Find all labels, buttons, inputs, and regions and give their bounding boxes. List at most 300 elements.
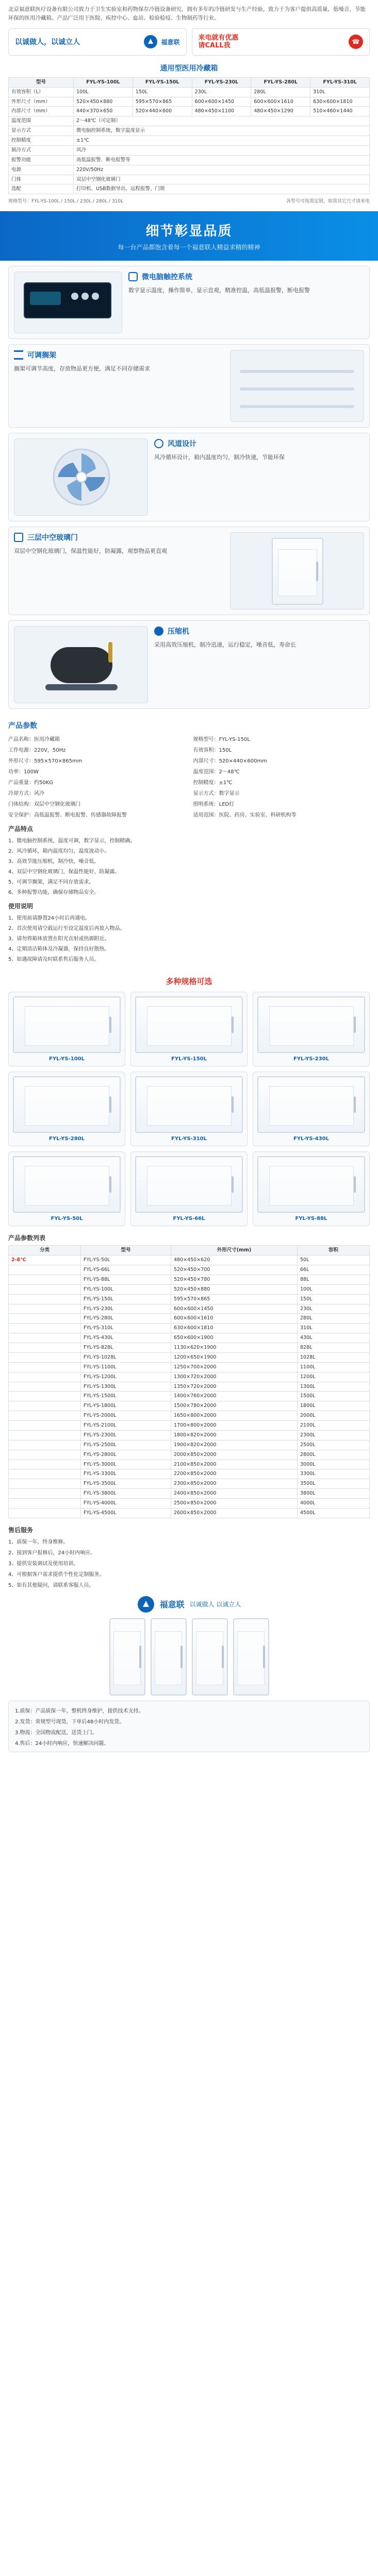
spec-row xyxy=(9,107,370,116)
catalog-model: FYL-YS-430L xyxy=(81,1333,171,1343)
catalog-cat xyxy=(9,1489,81,1499)
usage-line: 1、使用前请静置24小时后再通电。 xyxy=(8,916,91,922)
display-button xyxy=(71,293,78,300)
model-image xyxy=(257,1076,365,1133)
catalog-row xyxy=(9,1450,370,1460)
door-handle xyxy=(354,1176,356,1193)
glass-pane xyxy=(237,1631,265,1685)
spec-table-head-row xyxy=(9,77,370,87)
catalog-model: FYL-YS-3300L xyxy=(81,1469,171,1479)
spec-cell: 150L xyxy=(133,87,192,97)
catalog-size: 1400×760×2000 xyxy=(171,1392,298,1401)
feature-title: 三层中空玻璃门 xyxy=(27,534,78,543)
catalog-size: 1300×720×2000 xyxy=(171,1372,298,1382)
catalog-cat xyxy=(9,1460,81,1469)
model-fridge xyxy=(135,1076,243,1133)
param-line: 控制精度：±1℃ xyxy=(193,780,233,786)
display-buttons xyxy=(71,293,99,300)
models-title: 多种规格可选 xyxy=(166,977,212,987)
catalog-size: 1130×620×1900 xyxy=(171,1343,298,1353)
params-usage-title: 使用说明 xyxy=(8,903,34,910)
catalog-row xyxy=(9,1469,370,1479)
feature-title-row xyxy=(154,438,364,449)
spec-col-0: 型号 xyxy=(9,77,74,87)
model-fridge xyxy=(135,996,243,1053)
model-fridge xyxy=(13,1076,121,1133)
param-line: 产品名称：医用冷藏箱 xyxy=(8,737,60,743)
door-handle xyxy=(180,1646,183,1668)
footer-line: 2.发货：常规型号现货，下单后48小时内发货。 xyxy=(15,1719,125,1725)
catalog-model: FYL-YS-3800L xyxy=(81,1489,171,1499)
model-label: FYL-YS-430L xyxy=(293,1136,329,1142)
catalog-row xyxy=(9,1460,370,1469)
catalog-size: 480×450×620 xyxy=(171,1256,298,1265)
highlight-line: 2、风冷循环，箱内温度均匀，温度波动小。 xyxy=(8,849,110,855)
service-brand-row xyxy=(8,1596,370,1613)
catalog-model: FYL-YS-1300L xyxy=(81,1382,171,1392)
catalog-row xyxy=(9,1392,370,1401)
catalog-row xyxy=(9,1499,370,1509)
catalog-vol: 3000L xyxy=(298,1460,370,1469)
catalog-cat xyxy=(9,1440,81,1450)
feature-image xyxy=(14,438,148,516)
footer-section xyxy=(0,1701,378,1759)
catalog-vol: 2500L xyxy=(298,1440,370,1450)
fan-icon xyxy=(51,446,112,508)
footer-box xyxy=(8,1701,370,1752)
catalog-size: 1350×720×2000 xyxy=(171,1382,298,1392)
model-card xyxy=(8,992,125,1066)
catalog-cat xyxy=(9,1294,81,1304)
feature-image xyxy=(14,626,148,703)
spec-row xyxy=(9,126,370,136)
feature-desc: 双层中空钢化玻璃门，保温性能好，防凝露，观察物品更直观 xyxy=(14,548,167,555)
feature-title: 压缩机 xyxy=(168,628,189,636)
catalog-row xyxy=(9,1479,370,1489)
compressor-base xyxy=(45,684,118,690)
catalog-row xyxy=(9,1362,370,1372)
catalog-row xyxy=(9,1352,370,1362)
catalog-size: 600×600×1610 xyxy=(171,1314,298,1324)
footer-line: 4.售后：24小时内响应，快速解决问题。 xyxy=(15,1740,109,1747)
catalog-size: 1800×820×2000 xyxy=(171,1430,298,1440)
service-fridge xyxy=(233,1618,269,1696)
service-section xyxy=(0,1518,378,1701)
service-item: 3、提供安装调试及使用培训。 xyxy=(8,1561,79,1567)
param-line: 功率：100W xyxy=(8,769,39,775)
glass-pane xyxy=(269,1006,354,1045)
features-section xyxy=(0,261,378,714)
glass-pane xyxy=(155,1631,182,1685)
model-image xyxy=(13,996,121,1053)
catalog-cat xyxy=(9,1333,81,1343)
catalog-row xyxy=(9,1430,370,1440)
door-icon xyxy=(14,533,23,542)
spec-cell: 600×600×1450 xyxy=(192,97,251,107)
spec-cell: 520×440×600 xyxy=(133,107,192,116)
catalog-model: FYL-YS-310L xyxy=(81,1324,171,1333)
door-handle xyxy=(354,1016,356,1033)
door-handle xyxy=(109,1176,111,1193)
catalog-col: 外形尺寸(mm) xyxy=(171,1246,298,1256)
model-image xyxy=(135,1156,243,1213)
compressor-icon xyxy=(154,626,163,636)
param-line: 工作电源：220V，50Hz xyxy=(8,748,66,754)
catalog-size: 595×570×865 xyxy=(171,1294,298,1304)
spec-cell: 520×450×880 xyxy=(74,97,133,107)
model-image xyxy=(13,1076,121,1133)
catalog-cat xyxy=(9,1382,81,1392)
catalog-model: FYL-YS-150L xyxy=(81,1294,171,1304)
param-line: 安全保护：高低温报警、断电报警、传感器故障报警 xyxy=(8,812,127,819)
model-label: FYL-YS-310L xyxy=(171,1136,207,1142)
catalog-model: FYL-YS-3000L xyxy=(81,1460,171,1469)
highlight-line: 3、高效节能压缩机，制冷快，噪音低。 xyxy=(8,859,100,865)
catalog-col: 型号 xyxy=(81,1246,171,1256)
catalog-cat xyxy=(9,1499,81,1509)
spec-row-label: 门体 xyxy=(9,175,74,184)
fan-small-icon xyxy=(154,439,163,448)
spec-row-label: 电源 xyxy=(9,165,74,175)
catalog-size: 520×450×780 xyxy=(171,1275,298,1284)
spec-cell: 打印机、USB数据导出、远程报警、门锁 xyxy=(74,184,370,194)
feature-title-row xyxy=(14,350,224,360)
catalog-vol: 66L xyxy=(298,1265,370,1275)
catalog-row xyxy=(9,1294,370,1304)
catalog-cat xyxy=(9,1275,81,1284)
model-image xyxy=(257,1156,365,1213)
spec-cell: 220V/50Hz xyxy=(74,165,370,175)
spec-row-label: 制冷方式 xyxy=(9,145,74,155)
service-item: 2、接到客户报修后，24小时内响应。 xyxy=(8,1550,96,1556)
model-image xyxy=(13,1156,121,1213)
logo-text: 福意联 xyxy=(161,38,180,46)
catalog-model: FYL-YS-4500L xyxy=(81,1508,171,1518)
display-button xyxy=(92,293,99,300)
spec-cell: 630×600×1810 xyxy=(310,97,370,107)
service-fridge xyxy=(151,1618,187,1696)
spec-cell: 高低温报警、断电报警等 xyxy=(74,155,370,165)
catalog-vol: 2000L xyxy=(298,1411,370,1421)
catalog-model: FYL-YS-2800L xyxy=(81,1450,171,1460)
catalog-vol: 50L xyxy=(298,1256,370,1265)
hero-title: 细节彰显品质 xyxy=(145,224,233,240)
glass-pane xyxy=(269,1166,354,1205)
spec-row-label: 选配 xyxy=(9,184,74,194)
service-fridge xyxy=(192,1618,228,1696)
banner-left-text: 以诚做人，以诚立人 xyxy=(15,38,80,47)
model-image xyxy=(257,996,365,1053)
feature-image xyxy=(230,532,364,609)
spec-cell: 风冷 xyxy=(74,145,370,155)
compressor-body xyxy=(51,647,112,683)
model-card xyxy=(8,1151,125,1226)
model-label: FYL-YS-150L xyxy=(171,1056,207,1062)
catalog-model: FYL-YS-88L xyxy=(81,1275,171,1284)
catalog-cat xyxy=(9,1343,81,1353)
glass-pane xyxy=(147,1166,232,1205)
door-handle xyxy=(232,1176,234,1193)
feature-block xyxy=(8,620,370,709)
catalog-cat xyxy=(9,1469,81,1479)
spec-row-label: 内部尺寸（mm） xyxy=(9,107,74,116)
spec-col-4: FYL-YS-280L xyxy=(251,77,310,87)
catalog-row xyxy=(9,1508,370,1518)
model-image xyxy=(135,996,243,1053)
door-handle xyxy=(316,562,318,581)
model-fridge xyxy=(257,1156,365,1213)
door-handle xyxy=(232,1016,234,1033)
catalog-head xyxy=(9,1246,370,1256)
params-usage xyxy=(8,913,370,962)
feature-image xyxy=(230,350,364,422)
params-section xyxy=(0,714,378,968)
model-card xyxy=(253,1151,370,1226)
params-title: 产品参数 xyxy=(8,722,37,731)
glass-pane xyxy=(147,1086,232,1125)
spec-row xyxy=(9,175,370,184)
spec-table-head xyxy=(9,77,370,87)
highlight-line: 6、多种报警功能，确保存储物品安全。 xyxy=(8,890,100,896)
feature-desc: 风冷循环设计，箱内温度均匀，制冷快速，节能环保 xyxy=(154,454,285,461)
feature-text xyxy=(154,438,364,516)
glass-pane xyxy=(25,1086,109,1125)
compressor-tube xyxy=(108,642,112,663)
catalog-model: FYL-YS-66L xyxy=(81,1265,171,1275)
catalog-cat xyxy=(9,1479,81,1489)
catalog-vol: 4500L xyxy=(298,1508,370,1518)
spec-cell: 微电脑控制系统，数字温度显示 xyxy=(74,126,370,136)
spec-note-left: 规格型号：FYL-YS-100L / 150L / 230L / 280L / 310L xyxy=(8,199,124,205)
catalog-model: FYL-YS-4000L xyxy=(81,1499,171,1509)
catalog-size: 520×450×700 xyxy=(171,1265,298,1275)
catalog-vol: 1800L xyxy=(298,1401,370,1411)
catalog-vol: 1500L xyxy=(298,1392,370,1401)
catalog-row xyxy=(9,1440,370,1450)
catalog-size: 520×450×880 xyxy=(171,1284,298,1294)
spec-cell: ±1℃ xyxy=(74,136,370,146)
spec-row-label: 温度范围 xyxy=(9,116,74,126)
catalog-cat xyxy=(9,1284,81,1294)
catalog-cat xyxy=(9,1508,81,1518)
catalog-cat xyxy=(9,1450,81,1460)
intro-paragraph: 北京福意联医疗设备有限公司致力于卫生实验室和药物保存冷链设备研究，拥有多年的冷链研发与生产经验。致力于为客户提供高质量，低噪音，节能环保的医用冷藏箱。产品广泛用于医院、疾控中心、血站、检验检疫、生物制药等行业。 xyxy=(8,6,366,22)
catalog-vol: 100L xyxy=(298,1284,370,1294)
feature-desc: 搁架可调节高度，存放物品更方便，满足不同存储需求 xyxy=(14,365,150,372)
catalog-cat xyxy=(9,1421,81,1431)
catalog-row xyxy=(9,1324,370,1333)
catalog-model: FYL-YS-2100L xyxy=(81,1421,171,1431)
spec-cell: 600×600×1610 xyxy=(251,97,310,107)
door-handle xyxy=(263,1646,265,1668)
fridge-shape xyxy=(233,1618,269,1696)
model-label: FYL-YS-100L xyxy=(49,1056,85,1062)
shelf-line xyxy=(240,370,354,373)
spec-cell: 440×370×650 xyxy=(74,107,133,116)
catalog-row xyxy=(9,1284,370,1294)
model-label: FYL-YS-230L xyxy=(293,1056,329,1062)
spec-row xyxy=(9,155,370,165)
fridge-door xyxy=(272,538,323,605)
param-line: 门体结构：双层中空钢化玻璃门 xyxy=(8,802,80,808)
catalog-row xyxy=(9,1265,370,1275)
param-line: 显示方式：数字显示 xyxy=(193,791,240,797)
catalog-row xyxy=(9,1304,370,1314)
spec-cell: 310L xyxy=(310,87,370,97)
catalog-size: 2600×850×2000 xyxy=(171,1508,298,1518)
params-highlights-title: 产品特点 xyxy=(8,825,34,833)
spec-cell: 230L xyxy=(192,87,251,97)
service-list xyxy=(8,1537,370,1588)
model-fridge xyxy=(13,996,121,1053)
feature-title-row xyxy=(154,626,364,636)
usage-line: 5、如遇故障请及时联系售后服务人员。 xyxy=(8,957,100,963)
param-line: 照明系统：LED灯 xyxy=(193,802,235,808)
catalog-vol: 230L xyxy=(298,1304,370,1314)
catalog-model: FYL-YS-3500L xyxy=(81,1479,171,1489)
highlight-line: 4、双层中空钢化玻璃门，保温性能好，防凝露。 xyxy=(8,869,120,875)
spec-section xyxy=(0,56,378,205)
fridge-shape xyxy=(109,1618,145,1696)
catalog-vol: 3300L xyxy=(298,1469,370,1479)
service-item: 1、质保一年，终身维修。 xyxy=(8,1539,69,1545)
service-fridge xyxy=(109,1618,145,1696)
feature-text xyxy=(14,350,224,422)
catalog-model: FYL-YS-1200L xyxy=(81,1372,171,1382)
hero-section xyxy=(0,211,378,261)
param-line: 外形尺寸：595×570×865mm xyxy=(8,758,83,765)
spec-row xyxy=(9,184,370,194)
feature-title: 可调搁架 xyxy=(27,351,56,360)
catalog-vol: 828L xyxy=(298,1343,370,1353)
catalog-vol: 1300L xyxy=(298,1382,370,1392)
model-label: FYL-YS-50L xyxy=(51,1216,83,1222)
spec-title: 通用型医用冷藏箱 xyxy=(160,64,218,73)
glass-pane xyxy=(113,1631,141,1685)
catalog-model: FYL-YS-2000L xyxy=(81,1411,171,1421)
catalog-vol: 310L xyxy=(298,1324,370,1333)
model-card xyxy=(130,992,248,1066)
catalog-model: FYL-YS-230L xyxy=(81,1304,171,1314)
spec-row xyxy=(9,145,370,155)
catalog-cat xyxy=(9,1392,81,1401)
door-handle xyxy=(109,1096,111,1113)
glass-pane xyxy=(269,1086,354,1125)
spec-cell: 480×450×1100 xyxy=(192,107,251,116)
spec-cell: 280L xyxy=(251,87,310,97)
catalog-size: 1900×820×2000 xyxy=(171,1440,298,1450)
feature-block xyxy=(8,433,370,521)
catalog-vol: 3500L xyxy=(298,1479,370,1489)
catalog-model: FYL-YS-828L xyxy=(81,1343,171,1353)
catalog-size: 600×600×1450 xyxy=(171,1304,298,1314)
catalog-body xyxy=(9,1256,370,1518)
shelf-line xyxy=(240,387,354,391)
catalog-model: FYL-YS-2300L xyxy=(81,1430,171,1440)
banner-left xyxy=(8,28,187,56)
intro-section xyxy=(0,0,378,56)
spec-cell: 100L xyxy=(74,87,133,97)
model-label: FYL-YS-88L xyxy=(295,1216,327,1222)
catalog-row xyxy=(9,1333,370,1343)
param-line: 有效容积：150L xyxy=(193,748,232,754)
catalog-row xyxy=(9,1489,370,1499)
feature-title-row xyxy=(128,272,364,282)
footer-lines xyxy=(15,1706,363,1747)
catalog-vol: 2300L xyxy=(298,1430,370,1440)
spec-row xyxy=(9,97,370,107)
glass-pane xyxy=(25,1006,109,1045)
param-line: 产品重量：约50KG xyxy=(8,780,54,786)
catalog-cat xyxy=(9,1372,81,1382)
model-fridge xyxy=(257,1076,365,1133)
catalog-title: 产品参数列表 xyxy=(8,1234,46,1242)
catalog-vol: 4000L xyxy=(298,1499,370,1509)
catalog-vol: 150L xyxy=(298,1294,370,1304)
catalog-cat: 2-8℃ xyxy=(9,1256,81,1265)
catalog-model: FYL-YS-1100L xyxy=(81,1362,171,1372)
model-image xyxy=(135,1076,243,1133)
catalog-size: 2100×850×2000 xyxy=(171,1460,298,1469)
service-item: 4、可根据客户需求提供个性化定制服务。 xyxy=(8,1571,105,1578)
model-fridge xyxy=(135,1156,243,1213)
param-line: 冷却方式：风冷 xyxy=(8,791,44,797)
catalog-vol: 3800L xyxy=(298,1489,370,1499)
spec-row xyxy=(9,116,370,126)
usage-line: 4、定期清洁箱体及冷凝器，保持良好散热。 xyxy=(8,946,110,953)
catalog-cat xyxy=(9,1430,81,1440)
display-button xyxy=(81,293,89,300)
model-label: FYL-YS-66L xyxy=(173,1216,205,1222)
feature-title: 微电脑触控系统 xyxy=(142,273,192,282)
spec-cell: 480×450×1290 xyxy=(251,107,310,116)
catalog-row xyxy=(9,1411,370,1421)
param-line: 规格型号：FYL-YS-150L xyxy=(193,737,250,743)
catalog-model: FYL-YS-100L xyxy=(81,1284,171,1294)
feature-title: 风道设计 xyxy=(168,440,196,449)
spec-table-body xyxy=(9,87,370,194)
feature-block xyxy=(8,266,370,339)
shelf-line xyxy=(240,405,354,408)
catalog-cat xyxy=(9,1304,81,1314)
catalog-size: 650×600×1900 xyxy=(171,1333,298,1343)
door-handle xyxy=(232,1096,234,1113)
fridge-shape xyxy=(192,1618,228,1696)
spec-row-label: 控制精度 xyxy=(9,136,74,146)
catalog-cat xyxy=(9,1411,81,1421)
feature-desc: 采用高效压缩机，制冷迅速，运行稳定，噪音低，寿命长 xyxy=(154,641,296,649)
spec-row-label: 显示方式 xyxy=(9,126,74,136)
spec-col-1: FYL-YS-100L xyxy=(74,77,133,87)
catalog-row xyxy=(9,1256,370,1265)
feature-block xyxy=(8,527,370,615)
banner-right xyxy=(192,28,370,56)
models-grid xyxy=(8,992,370,1226)
usage-line: 3、请勿将箱体放置在阳光直射或热源附近。 xyxy=(8,936,110,942)
spec-row xyxy=(9,165,370,175)
door-handle xyxy=(354,1096,356,1113)
display-glow xyxy=(30,292,61,305)
spec-row-label: 有效容积（L） xyxy=(9,87,74,97)
service-brand: 福意联 xyxy=(159,1600,185,1610)
phone-icon: ☎ xyxy=(349,35,363,49)
catalog-cat xyxy=(9,1314,81,1324)
feature-text xyxy=(128,272,364,333)
catalog-section xyxy=(0,1226,378,1518)
model-fridge xyxy=(13,1156,121,1213)
catalog-cat xyxy=(9,1265,81,1275)
service-title: 售后服务 xyxy=(8,1526,34,1534)
